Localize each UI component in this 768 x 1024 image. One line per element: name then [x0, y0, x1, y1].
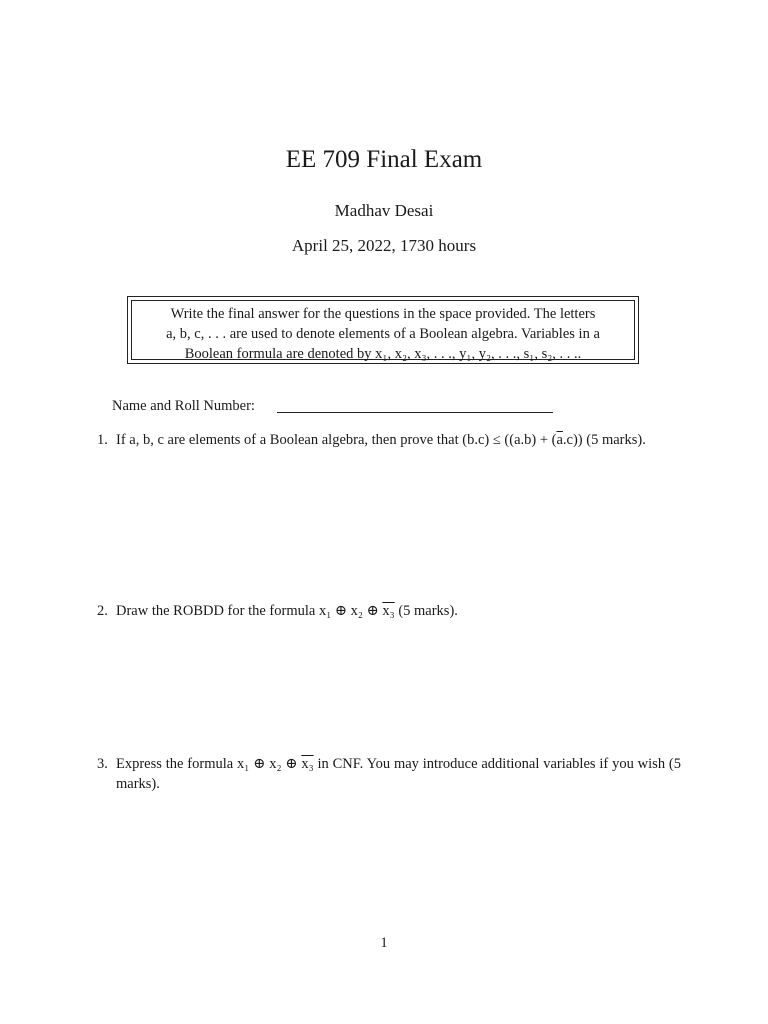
question-1-number: 1.	[97, 432, 108, 448]
exam-date: April 25, 2022, 1730 hours	[291, 236, 477, 255]
author-name: Madhav Desai	[334, 201, 434, 220]
question-3-text: Express the formula x₁ ⊕ x₂ ⊕ x₃ in CNF. You may introduce additional variables if you wish (5 marks).	[116, 756, 681, 792]
question-2-number: 2.	[97, 603, 108, 619]
question-2	[97, 601, 681, 621]
a-complement: $\overline{a}$	[556, 432, 563, 448]
x3-complement: x₃	[382, 603, 395, 619]
question-1	[97, 430, 681, 450]
exam-title: EE 709 Final Exam	[285, 146, 483, 173]
name-roll-label: Name and Roll Number:	[112, 398, 255, 414]
instructions-text	[131, 300, 635, 360]
instructions-line-3: Boolean formula are denoted by x₁, x₂, x₃, . . ., y₁, y₂, . . ., s₁, s₂, . . ..	[184, 346, 582, 362]
instructions-line-2: a, b, c, . . . are used to denote elements of a Boolean algebra. Variables in a	[166, 326, 600, 342]
question-1-text: If a, b, c are elements of a Boolean algebra, then prove that $(b.c) \le ((a.b) + (\overline{a}.c))$ (5 marks).	[116, 432, 646, 448]
x3-complement: x₃	[301, 756, 314, 772]
question-3	[97, 754, 681, 794]
page-number: 1	[380, 935, 388, 951]
name-roll-answer-line[interactable]	[277, 412, 553, 413]
instructions-line-1: Write the final answer for the questions in the space provided. The letters	[170, 306, 596, 322]
question-2-text: Draw the ROBDD for the formula x₁ ⊕ x₂ ⊕ x₃ (5 marks).	[116, 603, 458, 619]
instructions-box	[127, 296, 639, 364]
question-3-number: 3.	[97, 756, 108, 772]
